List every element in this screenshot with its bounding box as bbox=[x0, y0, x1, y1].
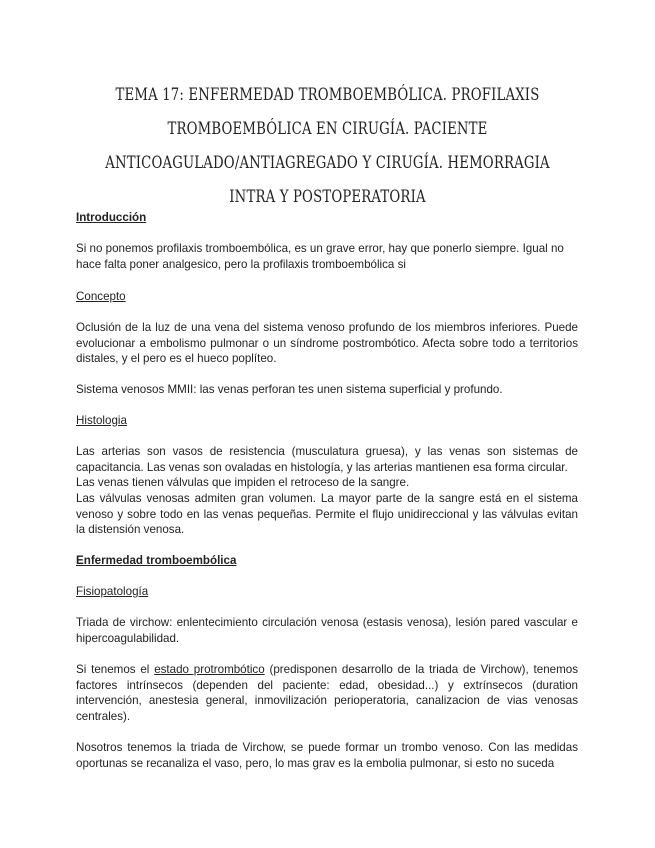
paragraph-introduccion: Si no ponemos profilaxis tromboembólica, es un grave error, hay que ponerlo siempre. Igual no hace falta poner analgesico, pero la profilaxis tromboembólica si bbox=[76, 242, 564, 271]
paragraph-histologia-2: Las venas tienen válvulas que impiden el retroceso de la sangre. bbox=[76, 476, 410, 489]
paragraph-fisiopatologia-1: Triada de virchow: enlentecimiento circulación venosa (estasis venosa), lesión pared vascular e hipercoagulabilidad. bbox=[76, 616, 578, 645]
subheading-histologia: Histologia bbox=[76, 414, 127, 427]
document-title: TEMA 17: ENFERMEDAD TROMBOEMBÓLICA. PROFILAXIS TROMBOEMBÓLICA EN CIRUGÍA. PACIENTE ANTICOAGULADO/ANTIAGREGADO Y CIRUGÍA. HEMORRAGIA INTRA Y POSTOPERATORIA bbox=[105, 85, 550, 207]
paragraph-fisiopatologia-3: Nosotros tenemos la triada de Virchow, se puede formar un trombo venoso. Con las medidas oportunas se recanaliza el vaso, pero, lo mas grav es la embolia pulmonar, si esto no suceda bbox=[76, 741, 578, 770]
section-heading-introduccion: Introducción bbox=[76, 211, 147, 224]
paragraph-fisiopatologia-2 bbox=[76, 662, 578, 724]
subheading-fisiopatologia: Fisiopatología bbox=[76, 585, 149, 598]
text-run: (predisponen desarrollo de la triada de Virchow), tenemos factores intrínsecos (dependen del paciente: edad, obesidad...) y extrínsecos (duration intervención, anestesia general, inmovilización perioperatoria, canalizacion de vias venosas centrales). bbox=[76, 663, 578, 723]
section-heading-enfermedad: Enfermedad tromboembólica bbox=[76, 554, 237, 567]
paragraph-histologia-3: Las válvulas venosas admiten gran volumen. La mayor parte de la sangre está en el sistema venoso y sobre todo en las venas pequeñas. Permite el flujo unidireccional y las válvulas evitan la distensión venosa. bbox=[76, 492, 578, 537]
subheading-concepto: Concepto bbox=[76, 290, 126, 303]
underlined-term-estado-protrombotico: estado protrombótico bbox=[154, 663, 265, 676]
paragraph-histologia-1: Las arterias son vasos de resistencia (musculatura gruesa), y las venas son sistemas de capacitancia. Las venas son ovaladas en histología, y las arterias mantienen esa forma circular. bbox=[76, 445, 578, 474]
paragraph-concepto: Oclusión de la luz de una vena del sistema venoso profundo de los miembros inferiores. Puede evolucionar a embolismo pulmonar o un síndrome postrombótico. Afecta sobre todo a territorios distales, y el pero es el hueco poplíteo. bbox=[76, 321, 578, 366]
text-run: Si tenemos el bbox=[76, 663, 155, 676]
paragraph-sistema-venoso: Sistema venosos MMII: las venas perforan tes unen sistema superficial y profundo. bbox=[76, 383, 503, 396]
